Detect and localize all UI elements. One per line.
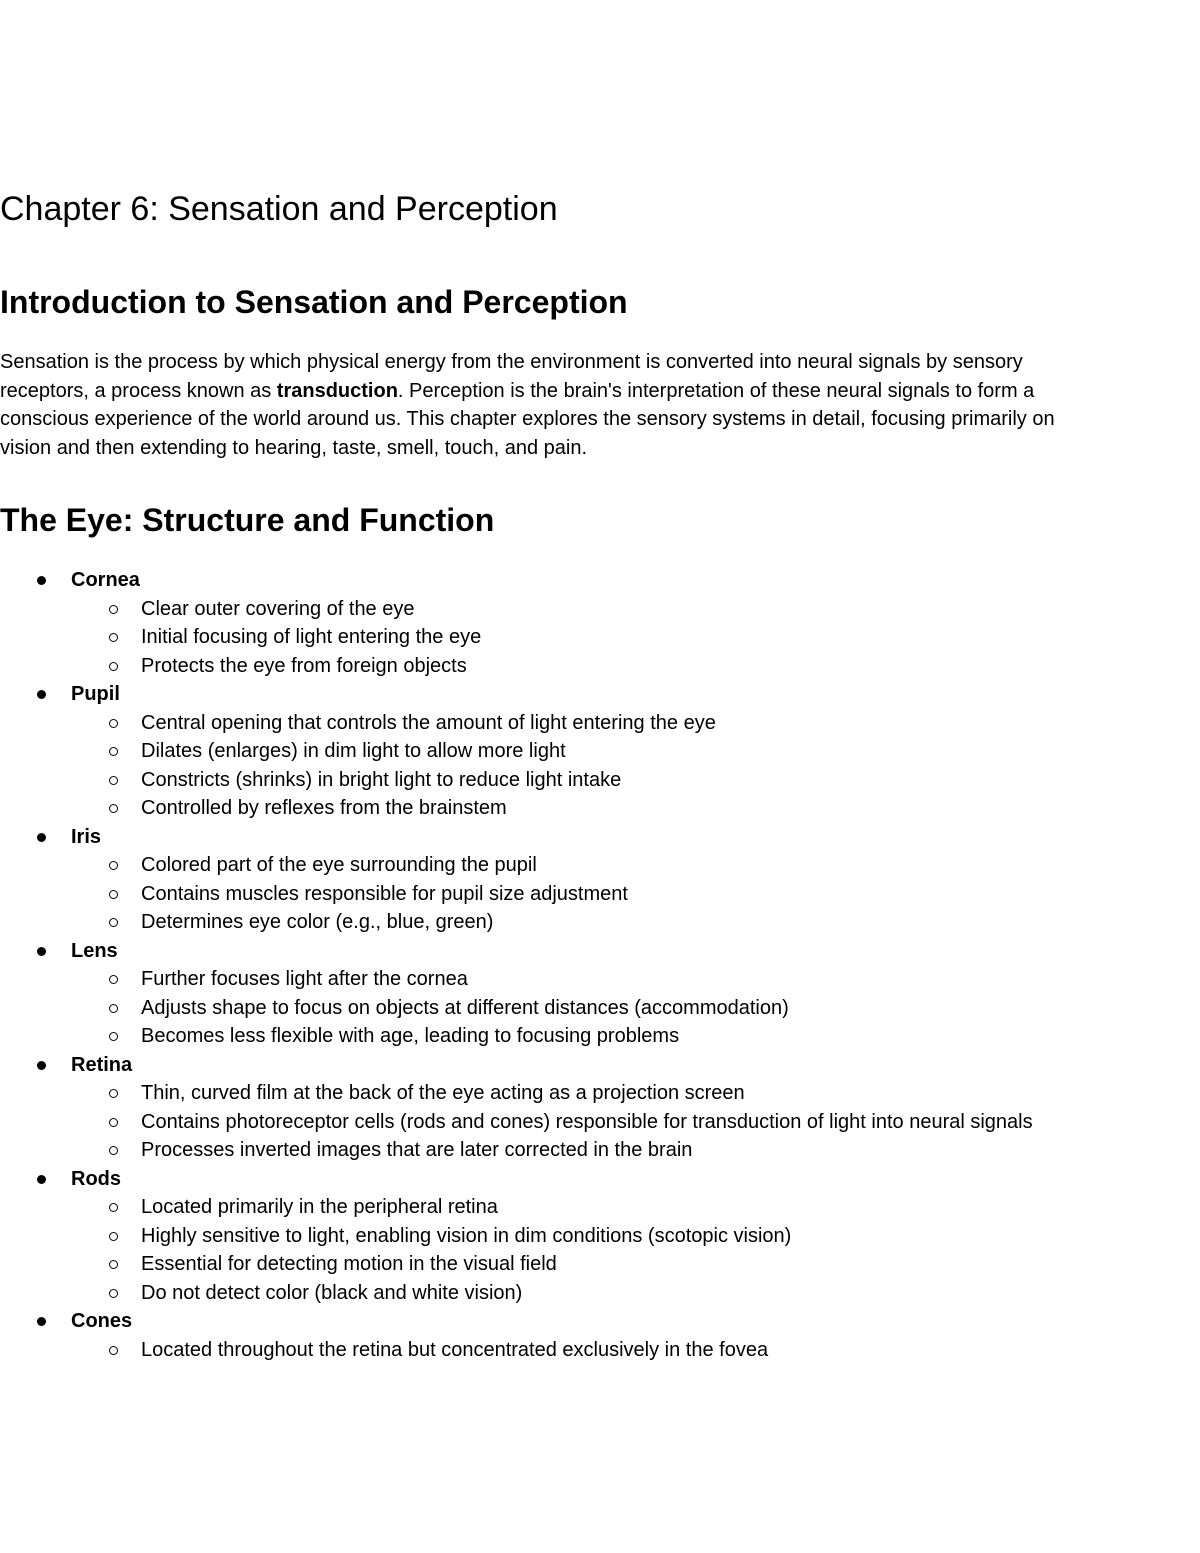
eye-part-name: Cones [71, 1310, 133, 1332]
eye-section-heading: The Eye: Structure and Function [0, 502, 495, 538]
eye-part-detail: Central opening that controls the amount of light entering the eye [71, 709, 1041, 738]
eye-part-detail: Clear outer covering of the eye [71, 595, 1041, 624]
circle-bullet-icon [109, 918, 118, 927]
eye-part-detail: Controlled by reflexes from the brainstem [71, 794, 1041, 823]
circle-bullet-icon [109, 975, 118, 984]
eye-part-details [71, 1079, 1100, 1165]
circle-bullet-icon [109, 1146, 118, 1155]
circle-bullet-icon [109, 861, 118, 870]
eye-part-detail: Initial focusing of light entering the eye [71, 623, 1041, 652]
eye-part-detail: Adjusts shape to focus on objects at different distances (accommodation) [71, 994, 1041, 1023]
eye-part-details [71, 1193, 1100, 1307]
circle-bullet-icon [109, 1089, 118, 1098]
eye-parts-list [0, 566, 1100, 1364]
eye-part-detail: Located primarily in the peripheral retina [71, 1193, 1041, 1222]
eye-part-item [0, 680, 1100, 823]
circle-bullet-icon [109, 1289, 118, 1298]
eye-part-details [71, 709, 1100, 823]
eye-part-detail: Protects the eye from foreign objects [71, 652, 1041, 681]
eye-part-details [71, 965, 1100, 1051]
disc-bullet-icon [37, 1061, 46, 1070]
eye-part-name: Rods [71, 1167, 121, 1190]
eye-part-details [71, 851, 1100, 937]
circle-bullet-icon [109, 890, 118, 899]
eye-part-detail: Thin, curved film at the back of the eye acting as a projection screen [71, 1079, 1041, 1108]
disc-bullet-icon [37, 1175, 46, 1184]
eye-part-name: Cornea [71, 569, 140, 591]
disc-bullet-icon [37, 690, 46, 699]
eye-part-item [0, 1051, 1100, 1165]
disc-bullet-icon [37, 1317, 46, 1326]
eye-part-item [0, 566, 1100, 680]
circle-bullet-icon [109, 1203, 118, 1212]
eye-part-item [0, 937, 1100, 1051]
eye-part-detail: Located throughout the retina but concentrated exclusively in the fovea [71, 1336, 1041, 1365]
eye-part-detail: Contains muscles responsible for pupil size adjustment [71, 880, 1041, 909]
circle-bullet-icon [109, 1260, 118, 1269]
chapter-title: Chapter 6: Sensation and Perception [0, 190, 558, 228]
circle-bullet-icon [109, 1004, 118, 1013]
eye-part-detail: Colored part of the eye surrounding the pupil [71, 851, 1041, 880]
transduction-term: transduction [276, 379, 398, 402]
circle-bullet-icon [109, 1232, 118, 1241]
intro-text-end: . Perception is the brain's interpretation of these neural signals to form a conscious experience of the world around us. This chapter explores the sensory systems in detail, focusing primarily on vision and then extending to hearing, taste, smell, touch, and pain. [0, 379, 1055, 459]
intro-paragraph [0, 348, 1060, 462]
circle-bullet-icon [109, 662, 118, 671]
intro-text-start: Sensation is the process by which physical energy from the environment is converted into neural signals by sensory receptors, a process known as [0, 351, 1023, 402]
eye-part-name: Lens [71, 939, 118, 962]
disc-bullet-icon [37, 833, 46, 842]
eye-part-detail: Becomes less flexible with age, leading to focusing problems [71, 1022, 1041, 1051]
eye-part-detail: Contains photoreceptor cells (rods and cones) responsible for transduction of light into neural signals [71, 1108, 1041, 1137]
circle-bullet-icon [109, 776, 118, 785]
eye-part-name: Pupil [71, 683, 120, 705]
eye-part-detail: Further focuses light after the cornea [71, 965, 1041, 994]
disc-bullet-icon [37, 576, 46, 585]
eye-part-name: Retina [71, 1053, 133, 1076]
circle-bullet-icon [109, 719, 118, 728]
eye-part-detail: Processes inverted images that are later corrected in the brain [71, 1136, 1041, 1165]
circle-bullet-icon [109, 1346, 118, 1355]
eye-part-details [71, 595, 1100, 681]
intro-heading: Introduction to Sensation and Perception [0, 284, 628, 320]
eye-part-item [0, 1165, 1100, 1308]
eye-part-details [71, 1336, 1100, 1365]
circle-bullet-icon [109, 747, 118, 756]
eye-part-item [0, 1307, 1100, 1364]
circle-bullet-icon [109, 1032, 118, 1041]
circle-bullet-icon [109, 804, 118, 813]
circle-bullet-icon [109, 1118, 118, 1127]
eye-part-detail: Constricts (shrinks) in bright light to reduce light intake [71, 766, 1041, 795]
eye-part-detail: Dilates (enlarges) in dim light to allow more light [71, 737, 1041, 766]
eye-part-detail: Highly sensitive to light, enabling vision in dim conditions (scotopic vision) [71, 1222, 1041, 1251]
eye-part-detail: Determines eye color (e.g., blue, green) [71, 908, 1041, 937]
disc-bullet-icon [37, 947, 46, 956]
circle-bullet-icon [109, 633, 118, 642]
eye-part-name: Iris [71, 825, 102, 848]
eye-part-detail: Do not detect color (black and white vision) [71, 1279, 1041, 1308]
eye-part-item [0, 823, 1100, 937]
circle-bullet-icon [109, 605, 118, 614]
eye-part-detail: Essential for detecting motion in the visual field [71, 1250, 1041, 1279]
